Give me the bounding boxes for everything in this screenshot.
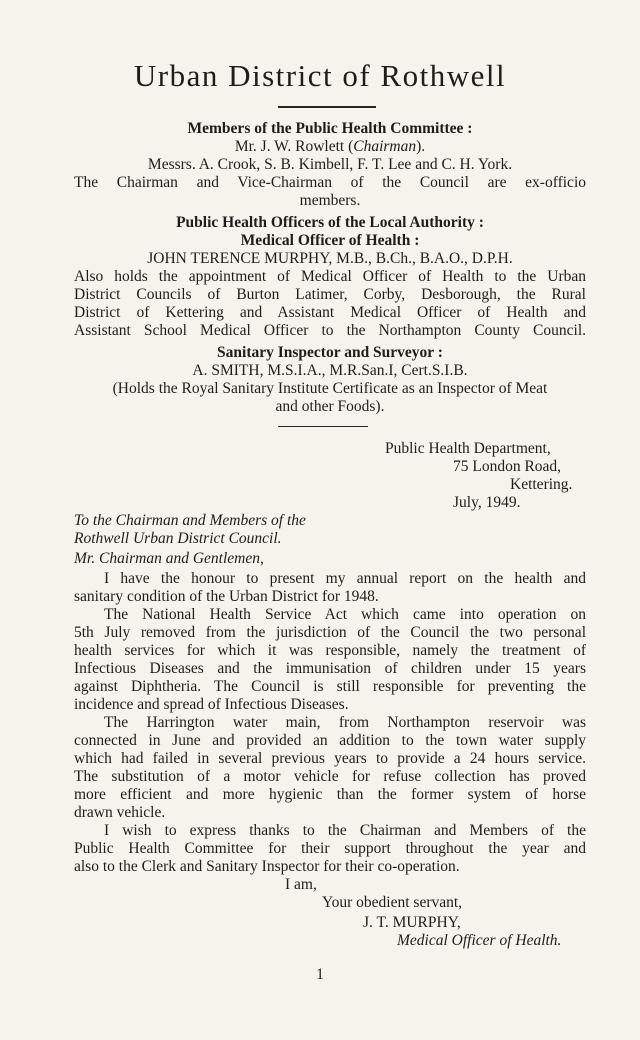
body-p3-line-1: The Harrington water main, from Northampton reservoir was: [104, 714, 586, 731]
body-p3-line-3: which had failed in several previous years to provide a 24 hours service.: [74, 750, 586, 767]
moh-description-line-4: Assistant School Medical Officer to the Northampton County Council.: [74, 322, 586, 339]
moh-description-line-3: District of Kettering and Assistant Medical Officer of Health and: [74, 304, 586, 321]
committee-members: Messrs. A. Crook, S. B. Kimbell, F. T. Lee and C. H. York.: [147, 156, 513, 173]
closing-i-am: I am,: [285, 876, 317, 893]
signature-title: Medical Officer of Health.: [397, 932, 562, 949]
body-p2-line-2: 5th July removed from the jurisdiction of the Council the two personal: [74, 624, 586, 641]
inspector-heading: Sanitary Inspector and Surveyor :: [217, 344, 443, 361]
address-line-1: Public Health Department,: [385, 440, 551, 457]
moh-description-line-1: Also holds the appointment of Medical Officer of Health to the Urban: [74, 268, 586, 285]
body-p2-line-3: health services for which it was responsible, namely the treatment of: [74, 642, 586, 659]
committee-exofficio-line-2: members.: [299, 192, 361, 209]
salutation-to-line-1: To the Chairman and Members of the: [74, 512, 306, 529]
officers-heading: Public Health Officers of the Local Authority :: [176, 214, 484, 231]
title-rule: [278, 106, 376, 108]
inspector-description-line-2: and other Foods).: [275, 398, 385, 415]
body-p4-line-2: Public Health Committee for their support throughout the year and: [74, 840, 586, 857]
body-p2-line-4: Infectious Diseases and the immunisation of children under 15 years: [74, 660, 586, 677]
body-p2-line-6: incidence and spread of Infectious Diseases.: [74, 696, 349, 713]
inspector-name: A. SMITH, M.S.I.A., M.R.San.I, Cert.S.I.B.: [192, 362, 468, 379]
address-line-3: Kettering.: [510, 476, 573, 493]
signature-name: J. T. MURPHY,: [363, 914, 461, 931]
body-p4-line-3: also to the Clerk and Sanitary Inspector for their co-operation.: [74, 858, 460, 875]
page-number: 1: [316, 966, 324, 983]
committee-chairman: Mr. J. W. Rowlett (Chairman).: [234, 138, 426, 155]
moh-description-line-2: District Councils of Burton Latimer, Corby, Desborough, the Rural: [74, 286, 586, 303]
inspector-description-line-1: (Holds the Royal Sanitary Institute Certificate as an Inspector of Meat: [112, 380, 548, 397]
moh-name: JOHN TERENCE MURPHY, M.B., B.Ch., B.A.O., D.P.H.: [147, 250, 513, 267]
body-p3-line-6: drawn vehicle.: [74, 804, 166, 821]
body-p3-line-4: The substitution of a motor vehicle for refuse collection has proved: [74, 768, 586, 785]
page-title: Urban District of Rothwell: [133, 58, 507, 93]
body-p3-line-5: more efficient and more hygienic than the former system of horse: [74, 786, 586, 803]
moh-heading: Medical Officer of Health :: [240, 232, 420, 249]
body-p4-line-1: I wish to express thanks to the Chairman and Members of the: [104, 822, 586, 839]
salutation-to-line-2: Rothwell Urban District Council.: [74, 530, 282, 547]
committee-heading: Members of the Public Health Committee :: [187, 120, 473, 137]
section-rule: [278, 426, 368, 427]
body-p2-line-5: against Diphtheria. The Council is still responsible for preventing the: [74, 678, 586, 695]
body-p2-line-1: The National Health Service Act which came into operation on: [104, 606, 586, 623]
closing-servant: Your obedient servant,: [322, 894, 463, 911]
address-line-2: 75 London Road,: [453, 458, 562, 475]
committee-exofficio-line-1: The Chairman and Vice-Chairman of the Council are ex-officio: [74, 174, 586, 191]
address-date: July, 1949.: [453, 494, 521, 511]
salutation-greeting: Mr. Chairman and Gentlemen,: [74, 550, 264, 567]
body-p1-line-2: sanitary condition of the Urban District for 1948.: [74, 588, 379, 605]
body-p1-line-1: I have the honour to present my annual report on the health and: [104, 570, 586, 587]
body-p3-line-2: connected in June and provided an addition to the town water supply: [74, 732, 586, 749]
